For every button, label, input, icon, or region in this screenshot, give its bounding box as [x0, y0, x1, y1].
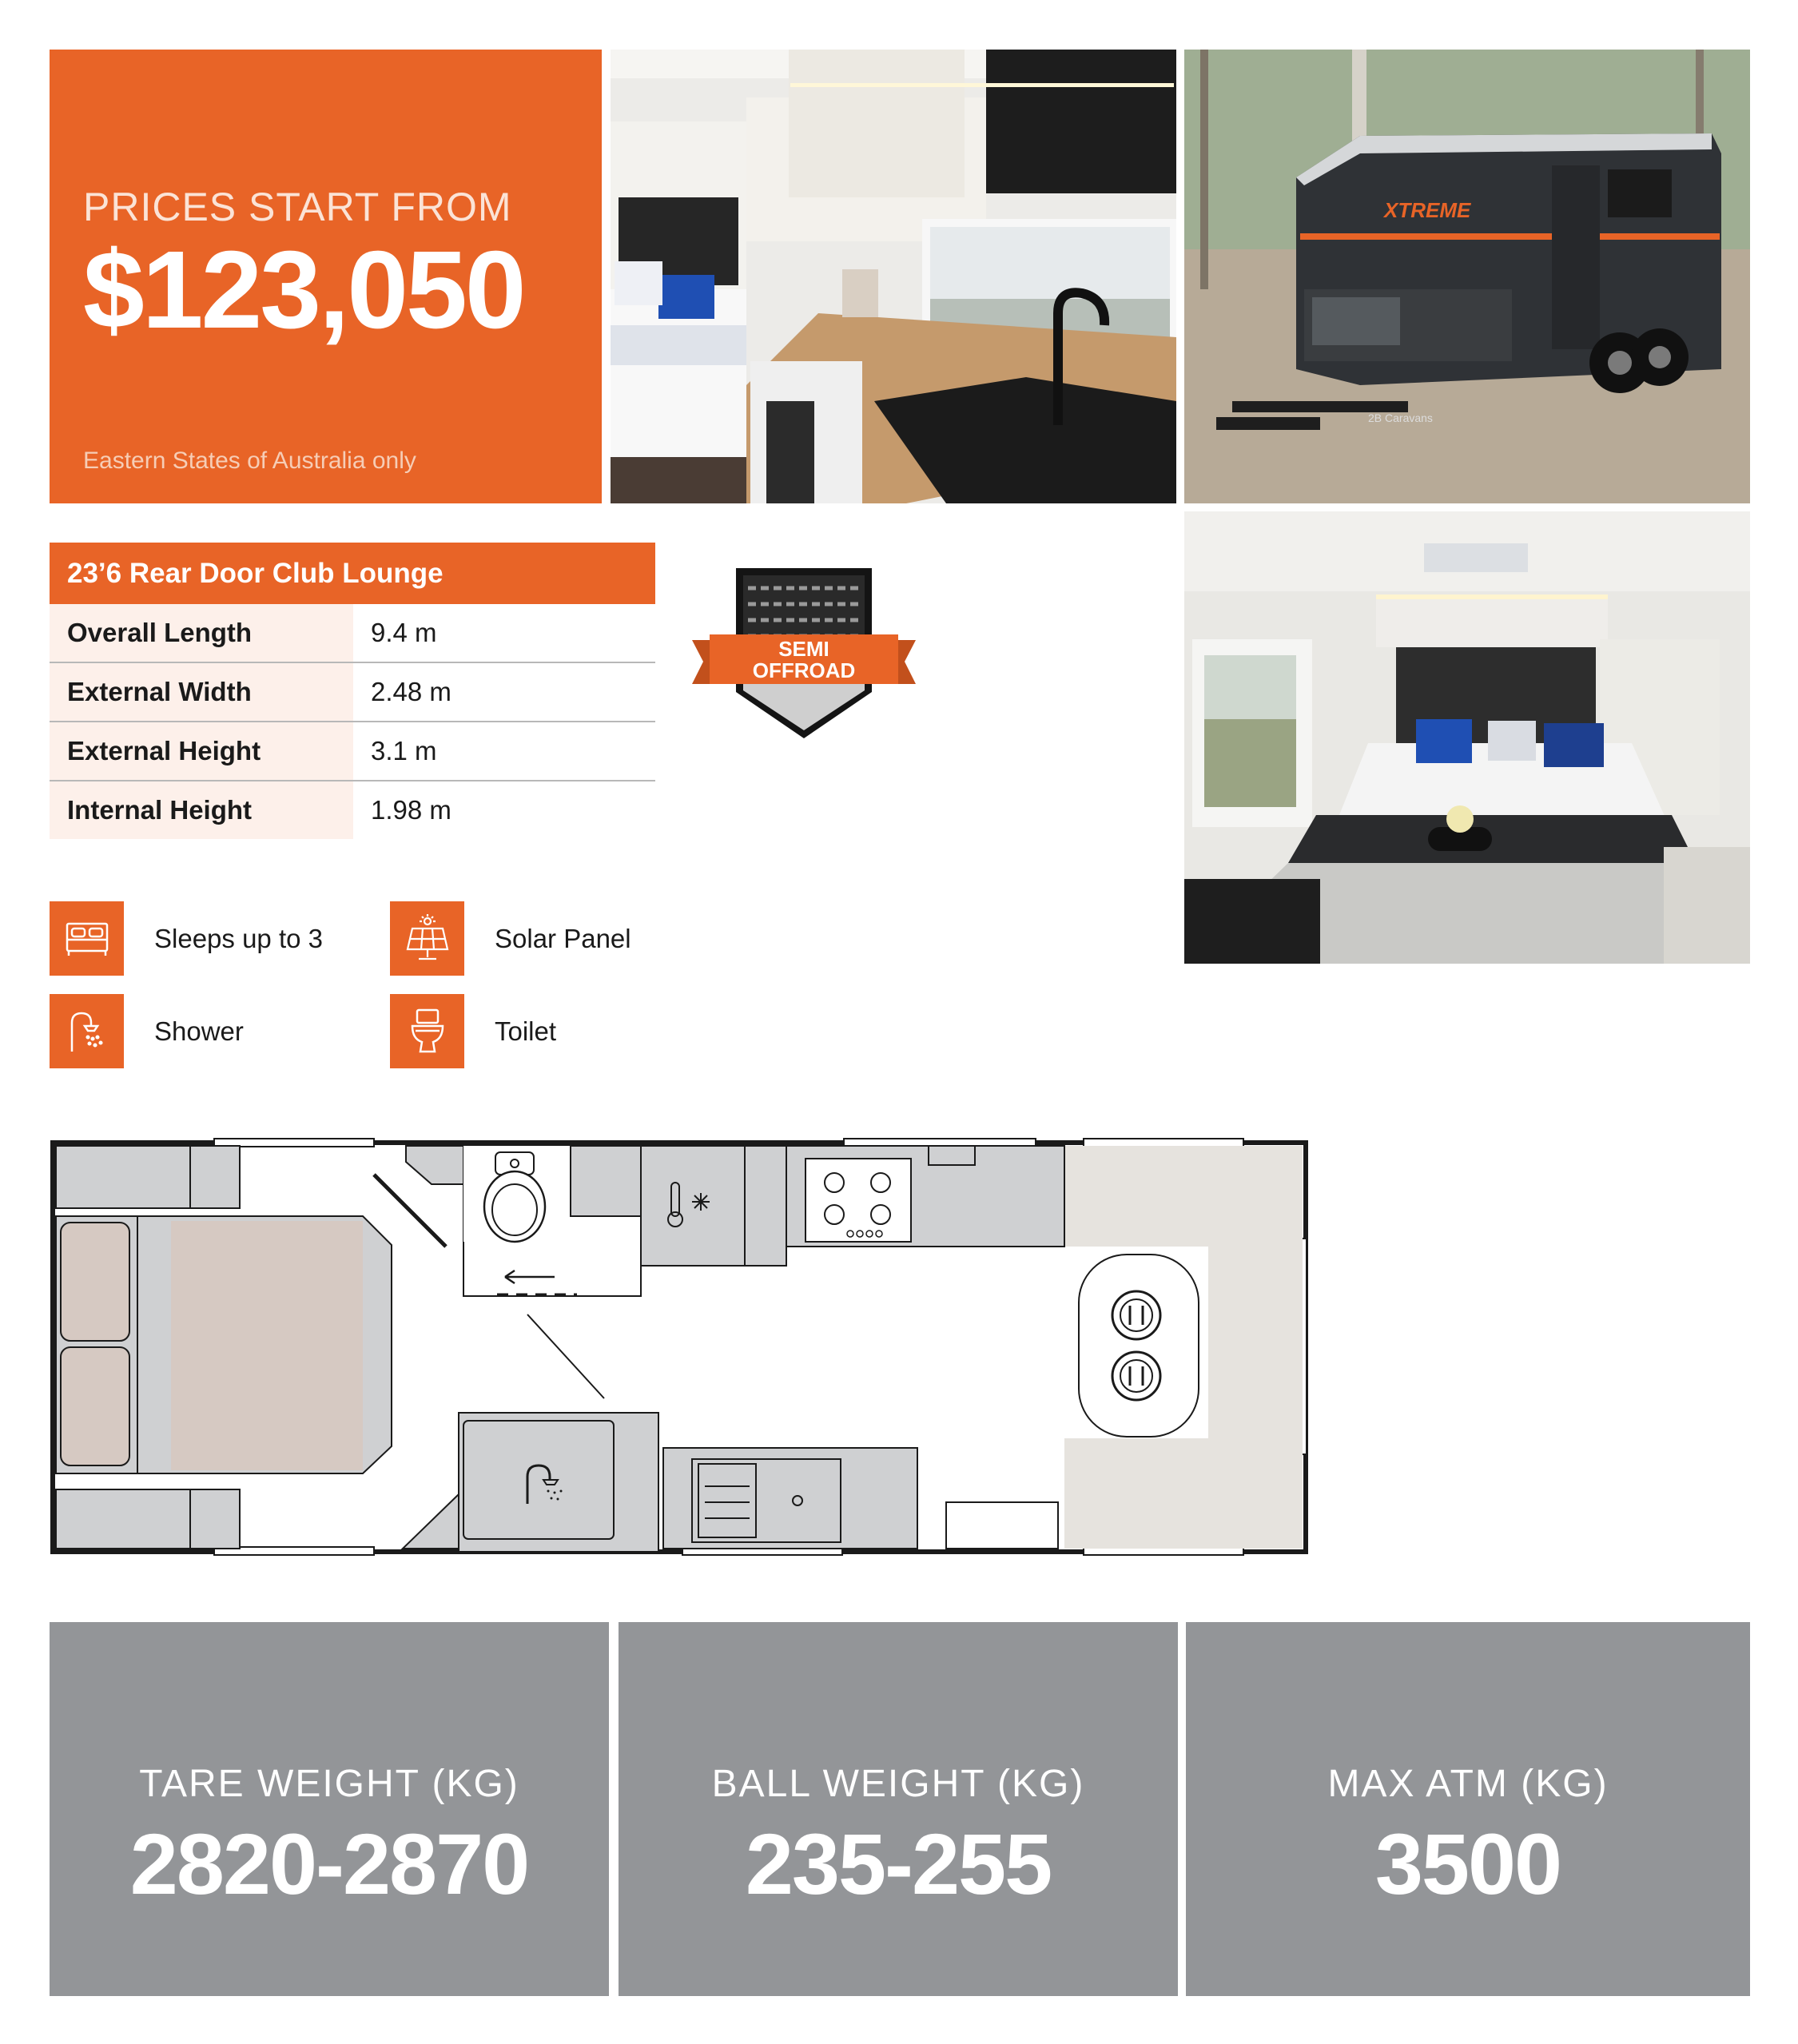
- spec-row: [50, 781, 655, 839]
- spec-value: 9.4 m: [371, 618, 437, 647]
- spec-value: 1.98 m: [371, 795, 451, 825]
- ball-weight-panel: [619, 1622, 1178, 1996]
- bedroom-interior-photo: [1184, 511, 1750, 964]
- semi-offroad-badge: [692, 564, 916, 742]
- feature-label: Shower: [154, 1016, 244, 1046]
- spec-row: [50, 604, 655, 663]
- cooktop-icon: [806, 1159, 911, 1242]
- feature-shower: [50, 994, 244, 1068]
- badge-line1: SEMI: [778, 637, 829, 661]
- tare-weight-panel: [50, 1622, 609, 1996]
- spec-label: External Width: [50, 663, 353, 721]
- specs-table: [50, 543, 655, 839]
- feature-label: Toilet: [495, 1016, 557, 1046]
- spec-row: [50, 663, 655, 722]
- shower-icon: [50, 994, 124, 1068]
- max-atm-panel: [1186, 1622, 1750, 1996]
- caravan-exterior-photo: [1184, 50, 1750, 503]
- feature-label: Solar Panel: [495, 923, 631, 953]
- toilet-icon: [390, 994, 464, 1068]
- spec-label: Overall Length: [50, 604, 353, 662]
- solar-panel-icon: [390, 901, 464, 976]
- weight-value: 2820-2870: [129, 1815, 529, 1912]
- spec-value: 2.48 m: [371, 677, 451, 706]
- feature-solar: [390, 901, 631, 976]
- spec-value: 3.1 m: [371, 736, 437, 766]
- floorplan: [50, 1135, 1309, 1557]
- price-panel: [50, 50, 602, 503]
- feature-sleeps: [50, 901, 323, 976]
- weight-title: MAX ATM (KG): [1327, 1763, 1609, 1805]
- specs-title: 23’6 Rear Door Club Lounge: [50, 543, 655, 604]
- kitchen-interior-photo: [611, 50, 1176, 503]
- sink-icon: [692, 1459, 841, 1542]
- price-note: Eastern States of Australia only: [83, 447, 416, 474]
- spec-label: External Height: [50, 722, 353, 780]
- bed-icon: [50, 901, 124, 976]
- spec-row: [50, 722, 655, 781]
- feature-toilet: [390, 994, 556, 1068]
- weight-value: 3500: [1374, 1815, 1561, 1912]
- weight-value: 235-255: [745, 1815, 1052, 1912]
- exterior-model-mark: XTREME: [1384, 198, 1471, 222]
- weight-title: BALL WEIGHT (KG): [711, 1763, 1085, 1805]
- badge-line2: OFFROAD: [752, 658, 856, 682]
- spec-label: Internal Height: [50, 781, 353, 839]
- exterior-maker-mark: 2B Caravans: [1368, 412, 1433, 424]
- feature-label: Sleeps up to 3: [154, 923, 323, 953]
- price-amount: $123,050: [83, 229, 524, 352]
- price-kicker: PRICES START FROM: [83, 185, 512, 229]
- weight-title: TARE WEIGHT (KG): [139, 1763, 519, 1805]
